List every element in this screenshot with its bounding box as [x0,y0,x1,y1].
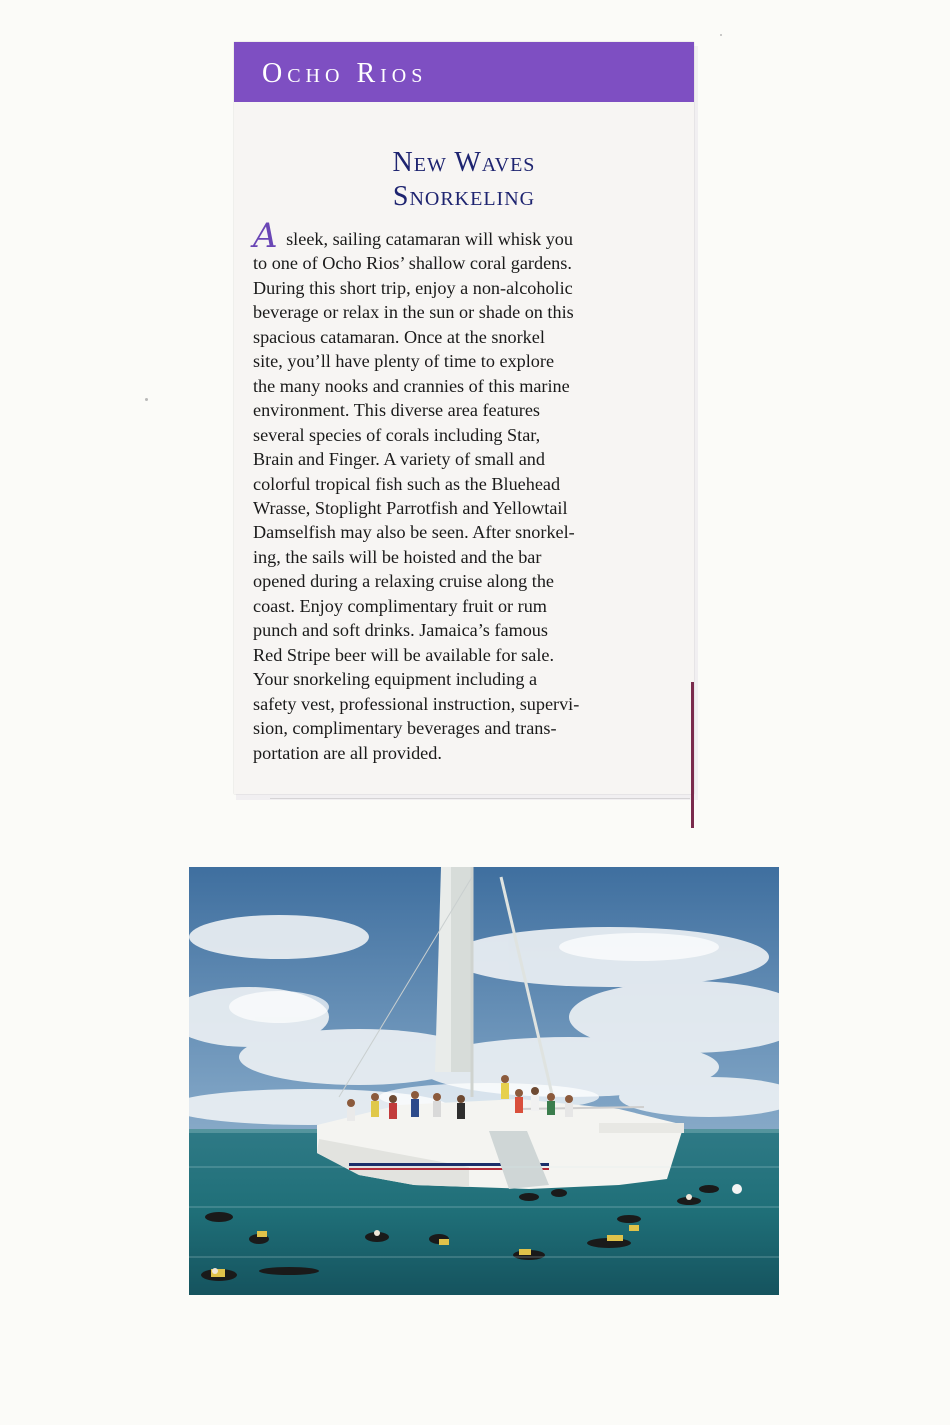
body-line: Your snorkeling equipment including a [253,669,538,690]
body-line: punch and soft drinks. Jamaica’s famous [253,620,548,641]
body-line: beverage or relax in the sun or shade on this [253,302,574,323]
body-line: Damselfish may also be seen. After snorkel- [253,522,575,543]
body-line [253,216,651,256]
body-line: sion, complimentary beverages and trans- [253,718,557,739]
body-line: safety vest, professional instruction, supervi- [253,693,580,714]
article-headline [234,146,694,214]
body-line: spacious catamaran. Once at the snorkel [253,326,545,347]
section-header-band [234,42,694,102]
paper-speck [720,34,722,36]
headline-line-1: New Waves [392,147,536,178]
body-line: several species of corals including Star, [253,424,541,445]
headline-line-2: Snorkeling [392,181,536,212]
catamaran-snorkeling-photo [189,867,779,1295]
drop-cap: A [253,216,278,256]
body-line: to one of Ocho Rios’ shallow coral gardens. [253,253,572,274]
page-spine-edge [691,682,694,828]
body-line-text: sleek, sailing catamaran will whisk you [281,229,573,249]
body-line: Red Stripe beer will be available for sale. [253,644,554,665]
body-line: environment. This diverse area features [253,400,541,421]
body-line: site, you’ll have plenty of time to explore [253,351,555,372]
body-line: coast. Enjoy complimentary fruit or rum [253,595,547,616]
body-line: opened during a relaxing cruise along the [253,571,554,592]
brochure-clipping [234,42,694,794]
section-title: Ocho Rios [262,58,428,89]
body-line: portation are all provided. [253,742,442,763]
body-line: During this short trip, enjoy a non-alcoholic [253,277,573,298]
article-body [253,216,651,765]
paper-speck [145,398,148,401]
body-line: the many nooks and crannies of this marine [253,375,570,396]
body-line: Wrasse, Stoplight Parrotfish and Yellowtail [253,497,568,518]
body-line: ing, the sails will be hoisted and the bar [253,546,542,567]
photo-illustration [189,867,779,1295]
body-line: colorful tropical fish such as the Bluehead [253,473,561,494]
body-line: Brain and Finger. A variety of small and [253,449,545,470]
page-stack-edge [270,790,690,799]
